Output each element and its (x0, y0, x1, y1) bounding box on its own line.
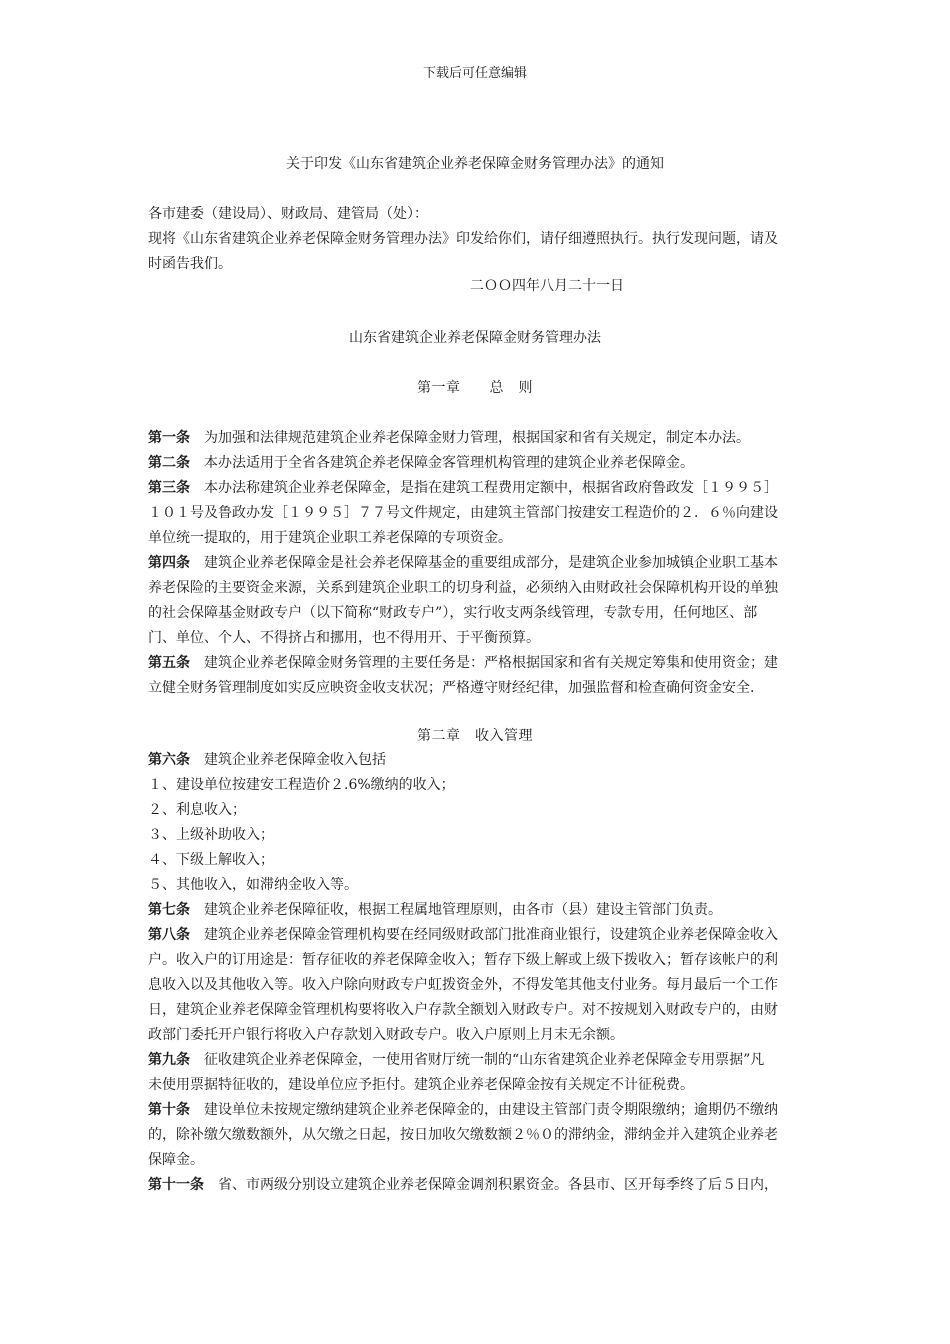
article-2 (148, 451, 800, 476)
article-5 (148, 651, 800, 676)
article-text-line: 门、单位、个人、不得挤占和挪用，也不得用开、于平衡预算。 (148, 630, 540, 646)
article-label: 第三条 (148, 480, 190, 496)
article-text: 省、市两级分别设立建筑企业养老保障金调剂积累资金。各县市、区开每季终了后５日内， (218, 1177, 778, 1193)
chapter-1-content (148, 426, 800, 701)
article-label: 第六条 (148, 752, 190, 768)
chapter-heading: 第二章 收入管理 (417, 728, 533, 744)
article-text-line: 息收入以及其他收入等。收入户除向财政专户虹拨资金外，不得发笔其他支付业务。每月最后一个工作 (148, 977, 778, 993)
notice-title: 关于印发《山东省建筑企业养老保障金财务管理办法》的通知 (286, 156, 664, 172)
list-item: ５、其他收入，如滞纳金收入等。 (148, 877, 358, 893)
article-7 (148, 898, 800, 923)
article-text-line: 日，建筑企业养老保障金管理机构要将收入户存款全额划入财政专户。对不按规划入财政专户的，由财 (148, 1002, 778, 1018)
article-label: 第五条 (148, 655, 190, 671)
regulation-title: 山东省建筑企业养老保障金财务管理办法 (349, 330, 601, 346)
article-4 (148, 551, 800, 576)
article-1 (148, 426, 800, 451)
article-text: 征收建筑企业养老保障金，一使用省财厅统一制的“山东省建筑企业养老保障金专用票据”凡 (204, 1052, 765, 1068)
article-text: 建筑企业养老保障金是社会养老保障基金的重要组成部分，是建筑企业参加城镇企业职工基本 (204, 555, 778, 571)
article-text: 本办法称建筑企业养老保障金，是指在建筑工程费用定额中，根据省政府鲁政发［１９９５］ (204, 480, 778, 496)
article-9 (148, 1048, 800, 1073)
article-label: 第九条 (148, 1052, 190, 1068)
article-8 (148, 923, 800, 948)
notice-salutation: 各市建委（建设局）、财政局、建管局（处）： (148, 206, 428, 222)
notice-body-line: 现将《山东省建筑企业养老保障金财务管理办法》印发给你们，请仔细遵照执行。执行发现问题，请及 (148, 231, 778, 247)
list-item: １、建设单位按建安工程造价２.6%缴纳的收入； (148, 777, 455, 793)
article-text: 建筑企业养老保障征收，根据工程属地管理原则，由各市（县）建设主管部门负责。 (204, 902, 722, 918)
page-header-note: 下载后可任意编辑 (422, 66, 527, 81)
article-text-line: １０１号及鲁政办发［１９９５］７７号文件规定，由建筑主管部门按建安工程造价的２．６％向建设 (148, 505, 778, 521)
article-text-line: 政部门委托开户银行将收入户存款划入财政专户。收入户原则上月末无余额。 (148, 1027, 624, 1043)
article-text: 为加强和法律规范建筑企业养老保障金财力管理，根据国家和省有关规定，制定本办法。 (204, 430, 750, 446)
article-text: 本办法适用于全省各建筑企养老保障金客管理机构管理的建筑企业养老保障金。 (204, 455, 694, 471)
article-text: 建筑企业养老保障金收入包括 (204, 752, 386, 768)
article-6 (148, 748, 800, 773)
article-11 (148, 1173, 800, 1198)
chapter-heading: 第一章 总 则 (417, 380, 533, 396)
notice-date: 二ＯＯ四年八月二十一日 (470, 278, 624, 294)
article-label: 第二条 (148, 455, 190, 471)
article-text-line: 的社会保障基金财政专户（以下简称“财政专户”），实行收支两条线管理，专款专用，任何地区、部 (148, 605, 758, 621)
chapter-2-content (148, 748, 800, 1198)
article-text-line: 养老保险的主要资金来源，关系到建筑企业职工的切身利益，必须纳入由财政社会保障机构开设的单独 (148, 580, 778, 596)
list-item: ３、上级补助收入； (148, 827, 274, 843)
article-text: 建设单位未按规定缴纳建筑企业养老保障金的，由建设主管部门责令期限缴纳；逾期仍不缴纳 (204, 1102, 778, 1118)
article-text: 建筑企业养老保障金管理机构要在经同级财政部门批准商业银行，设建筑企业养老保障金收入 (204, 927, 778, 943)
article-3 (148, 476, 800, 501)
article-text-line: 未使用票据特征收的，建设单位应予拒付。建筑企业养老保障金按有关规定不计征税费。 (148, 1077, 694, 1093)
article-text-line: 的，除补缴欠缴数额外，从欠缴之日起，按日加收欠缴数额２％０的滞纳金，滞纳金并入建筑企业养老 (148, 1127, 778, 1143)
article-text-line: 立健全财务管理制度如实反应映资金收支状况；严格遵守财经纪律，加强监督和检查确何资金安全. (148, 680, 755, 696)
article-label: 第一条 (148, 430, 190, 446)
article-label: 第七条 (148, 902, 190, 918)
list-item: ４、下级上解收入； (148, 852, 274, 868)
article-text-line: 单位统一提取的，用于建筑企业职工养老保障的专项资金。 (148, 530, 512, 546)
list-item: ２、利息收入； (148, 802, 246, 818)
article-10 (148, 1098, 800, 1123)
article-text: 建筑企业养老保障金财务管理的主要任务是：严格根据国家和省有关规定筹集和使用资金；建 (204, 655, 778, 671)
article-label: 第十一条 (148, 1177, 204, 1193)
article-label: 第十条 (148, 1102, 190, 1118)
article-text-line: 户。收入户的订用途是：暂存征收的养老保障金收入；暂存下级上解或上级下拨收入；暂存该帐户的利 (148, 952, 778, 968)
article-text-line: 保障金。 (148, 1152, 204, 1168)
notice-body (148, 202, 800, 277)
article-label: 第四条 (148, 555, 190, 571)
article-label: 第八条 (148, 927, 190, 943)
notice-body-line: 时函告我们。 (148, 256, 232, 272)
